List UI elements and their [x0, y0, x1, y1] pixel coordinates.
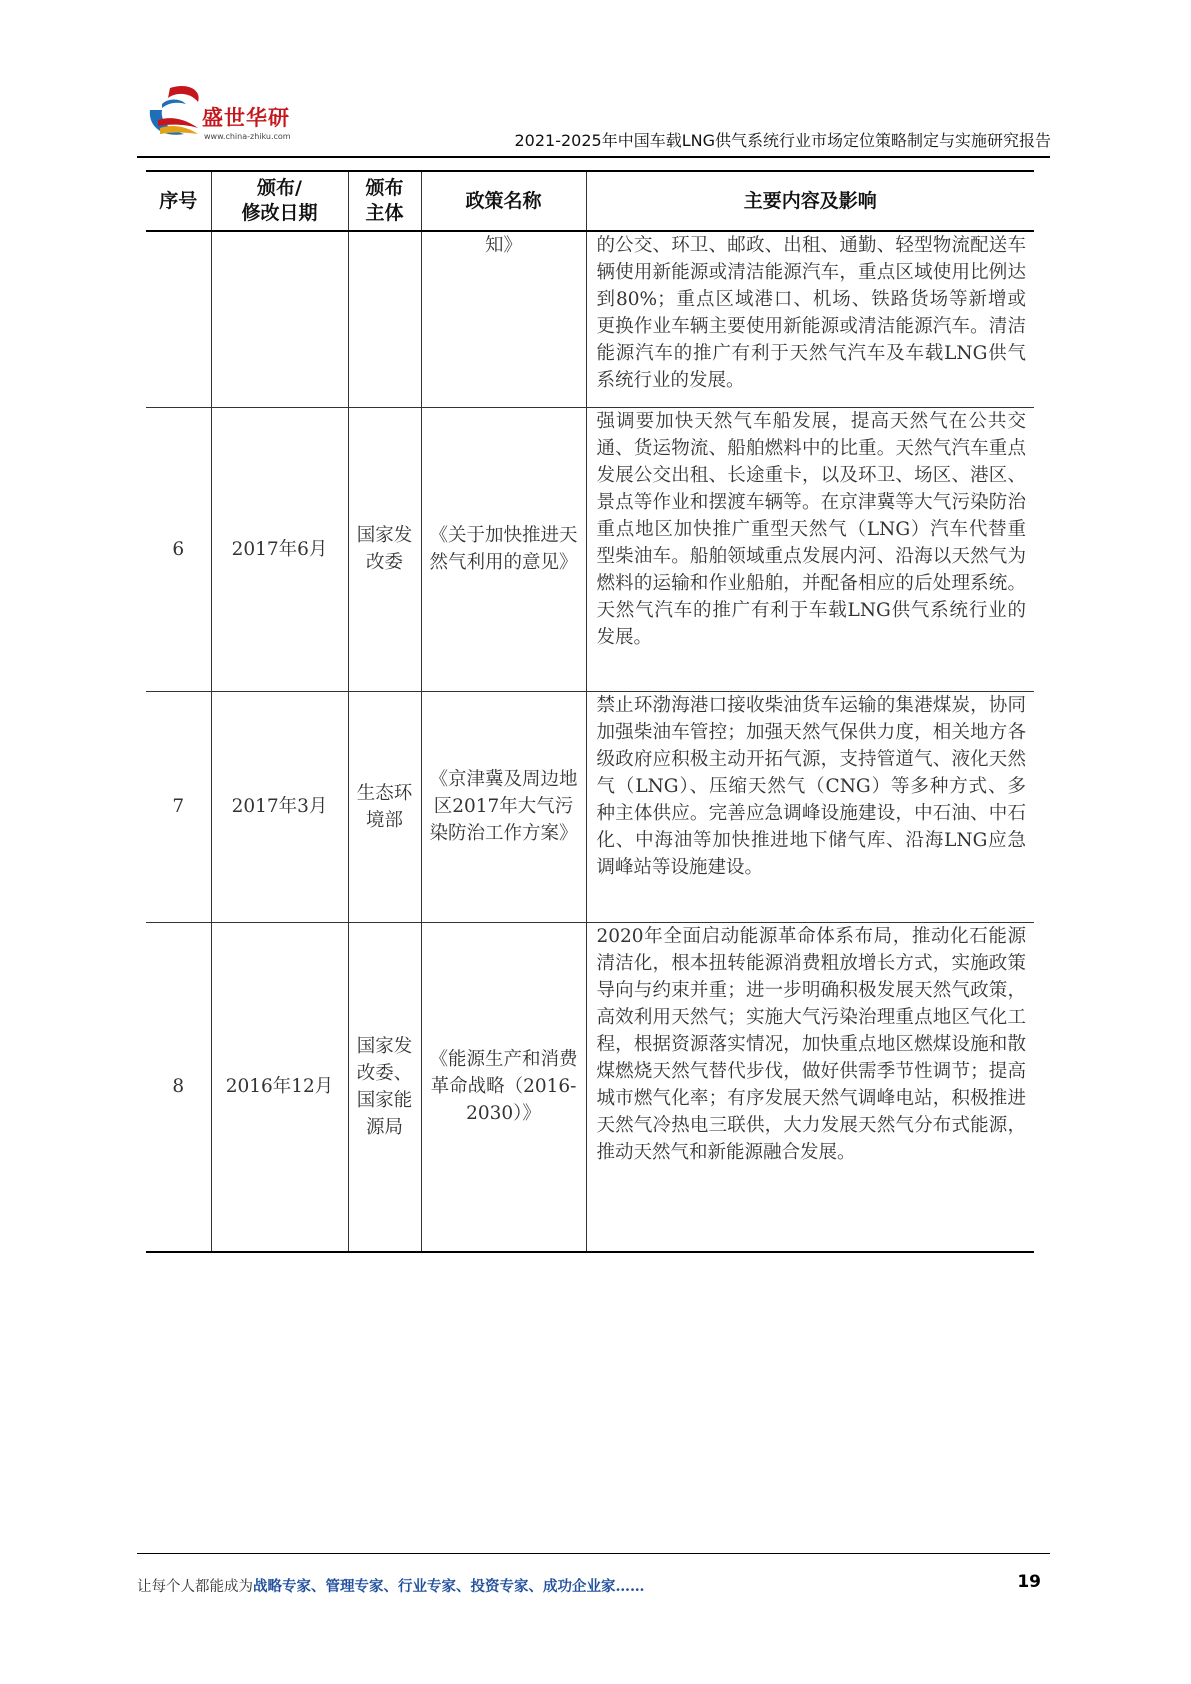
column-header-issuer: 颁布 主体 [348, 171, 421, 231]
row-date [211, 231, 348, 407]
row-policy-name: 《关于加快推进天然气利用的意见》 [421, 407, 586, 691]
table-row [146, 691, 1034, 922]
page-number: 19 [1017, 1572, 1041, 1592]
row-date: 2017年3月 [211, 691, 348, 922]
row-index: 7 [146, 691, 211, 922]
column-header-policy-name: 政策名称 [421, 171, 586, 231]
table-row [146, 922, 1034, 1252]
footer-slogan-prefix: 让每个人都能成为 [137, 1579, 253, 1595]
row-content: 2020年全面启动能源革命体系布局，推动化石能源清洁化，根本扭转能源消费粗放增长方式，实施政策导向与约束并重；进一步明确积极发展天然气政策，高效利用天然气；实施大气污染治理重点地区气化工程，根据资源落实情况，加快重点地区燃煤设施和散煤燃烧天然气替代步伐，做好供需季节性调节；提高城市燃气化率；有序发展天然气调峰电站，积极推进天然气冷热电三联供，大力发展天然气分布式能源，推动天然气和新能源融合发展。 [586, 922, 1034, 1252]
row-index: 8 [146, 922, 211, 1252]
row-date: 2016年12月 [211, 922, 348, 1252]
row-date: 2017年6月 [211, 407, 348, 691]
footer-divider [137, 1553, 1050, 1554]
row-issuer: 生态环境部 [348, 691, 421, 922]
column-header-date: 颁布/ 修改日期 [211, 171, 348, 231]
table-header-row [146, 171, 1034, 231]
row-issuer: 国家发改委 [348, 407, 421, 691]
column-header-index: 序号 [146, 171, 211, 231]
row-policy-name: 《京津冀及周边地区2017年大气污染防治工作方案》 [421, 691, 586, 922]
row-issuer [348, 231, 421, 407]
row-index [146, 231, 211, 407]
company-logo [140, 80, 310, 150]
footer-slogan-roles: 战略专家、管理专家、行业专家、投资专家、成功企业家…… [253, 1578, 645, 1595]
column-header-content: 主要内容及影响 [586, 171, 1034, 231]
row-policy-name: 知》 [421, 231, 586, 407]
report-title: 2021-2025年中国车载LNG供气系统行业市场定位策略制定与实施研究报告 [514, 131, 1051, 150]
table-row [146, 231, 1034, 407]
page-header [0, 0, 1191, 170]
row-issuer: 国家发改委、国家能源局 [348, 922, 421, 1252]
row-content: 的公交、环卫、邮政、出租、通勤、轻型物流配送车辆使用新能源或清洁能源汽车，重点区域使用比例达到80%；重点区域港口、机场、铁路货场等新增或更换作业车辆主要使用新能源或清洁能源汽车。清洁能源汽车的推广有利于天然气汽车及车载LNG供气系统行业的发展。 [586, 231, 1034, 407]
row-policy-name: 《能源生产和消费革命战略（2016-2030）》 [421, 922, 586, 1252]
row-content: 强调要加快天然气车船发展，提高天然气在公共交通、货运物流、船舶燃料中的比重。天然气汽车重点发展公交出租、长途重卡，以及环卫、场区、港区、景点等作业和摆渡车辆等。在京津冀等大气污染防治重点地区加快推广重型天然气（LNG）汽车代替重型柴油车。船舶领域重点发展内河、沿海以天然气为燃料的运输和作业船舶，并配备相应的后处理系统。天然气汽车的推广有利于车载LNG供气系统行业的发展。 [586, 407, 1034, 691]
logo-name: 盛世华研 [202, 106, 290, 130]
row-content: 禁止环渤海港口接收柴油货车运输的集港煤炭，协同加强柴油车管控；加强天然气保供力度，相关地方各级政府应积极主动开拓气源，支持管道气、液化天然气（LNG）、压缩天然气（CNG）等多种方式、多种主体供应。完善应急调峰设施建设，中石油、中石化、中海油等加快推进地下储气库、沿海LNG应急调峰站等设施建设。 [586, 691, 1034, 922]
policy-table [146, 170, 1034, 1253]
row-index: 6 [146, 407, 211, 691]
header-divider [137, 156, 1050, 158]
table-row [146, 407, 1034, 691]
logo-url: www.china-zhiku.com [204, 132, 291, 141]
footer-slogan [137, 1575, 645, 1596]
logo-swoosh-icon [140, 80, 210, 150]
